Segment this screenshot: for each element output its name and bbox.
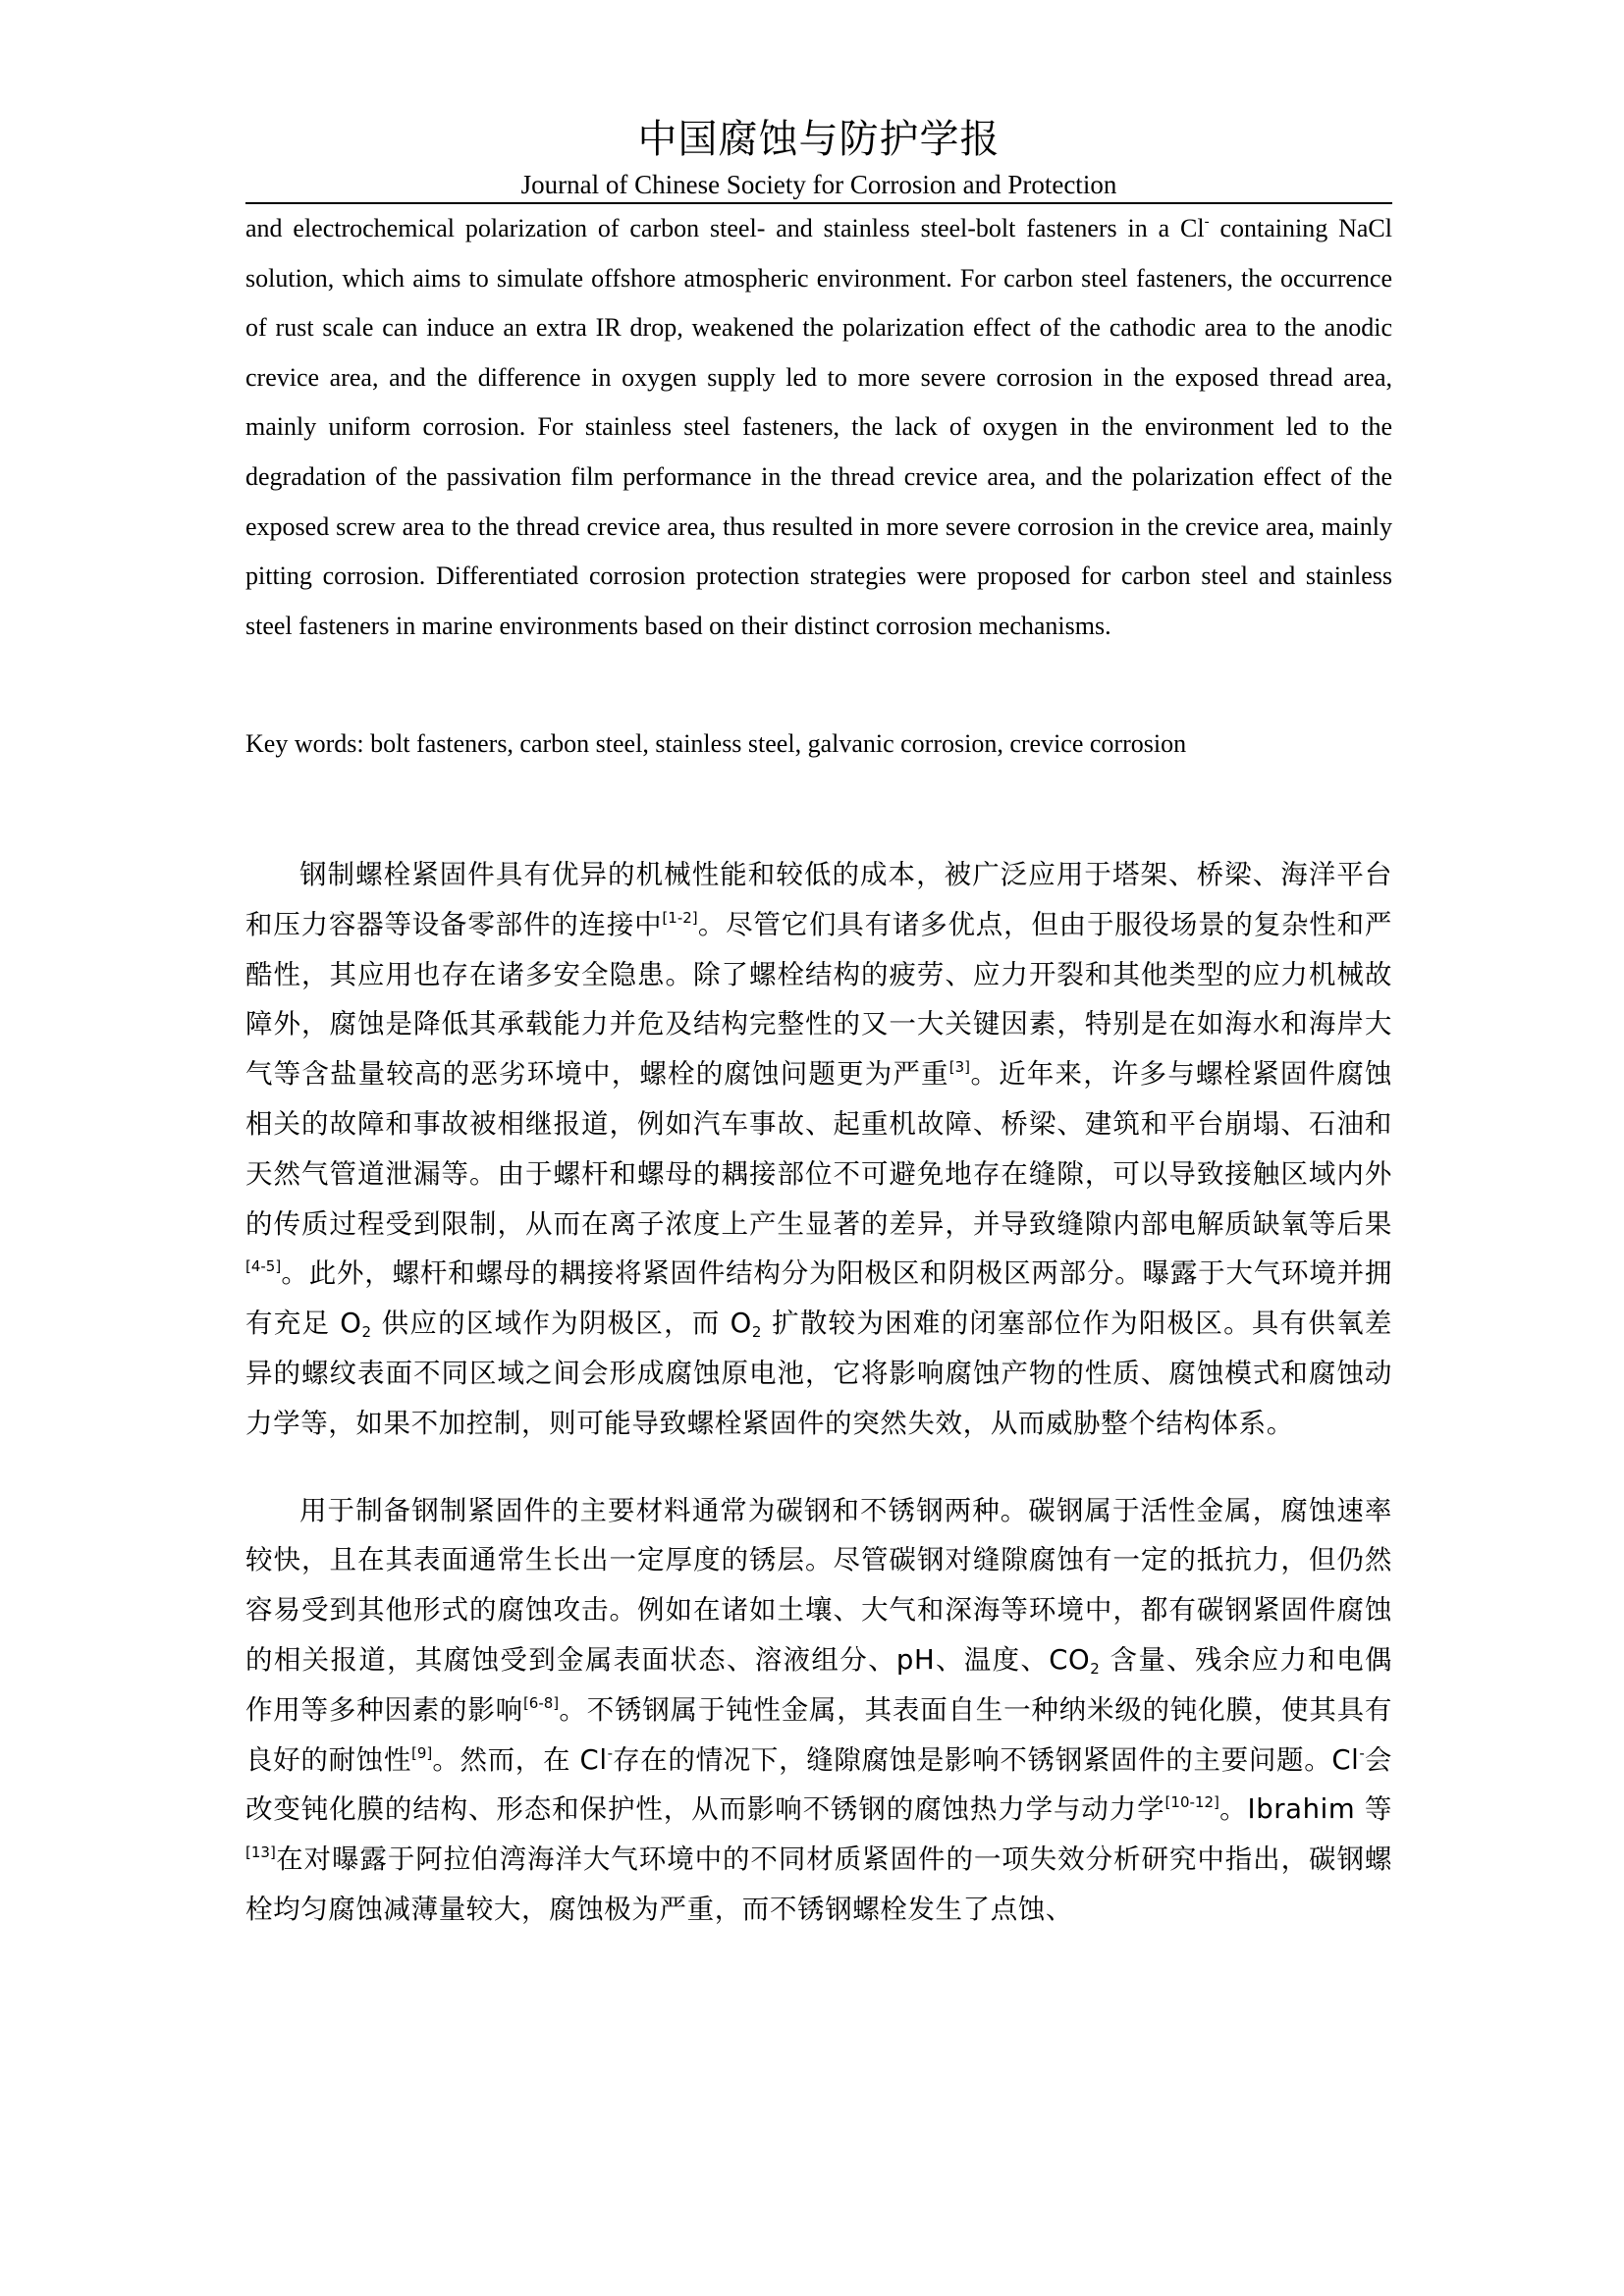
citation: [1-2]: [662, 908, 698, 927]
journal-title-en: Journal of Chinese Society for Corrosion and Protection: [520, 170, 1117, 199]
abstract-paragraph: and electrochemical polarization of carbon steel- and stainless steel-bolt fasteners in a Cl- containing NaCl solution, which aims to simulate offshore atmospheric environment. For carbon steel fasteners, the occurrence of rust scale can induce an extra IR drop, weakened the polarization effect of the cathodic area to the anodic crevice area, and the difference in oxygen supply led to more severe corrosion in the exposed thread area, mainly uniform corrosion. For stainless steel fasteners, the lack of oxygen in the environment led to the degradation of the passivation film performance in the thread crevice area, and the polarization effect of the exposed screw area to the thread crevice area, thus resulted in more severe corrosion in the crevice area, mainly pitting corrosion. Differentiated corrosion protection strategies were proposed for carbon steel and stainless steel fasteners in marine environments based on their distinct corrosion mechanisms.: [245, 214, 1392, 640]
abstract-text: [245, 204, 1392, 651]
journal-title-cn: 中国腐蚀与防护学报: [637, 117, 1001, 162]
citation: [6-8]: [522, 1693, 560, 1712]
citation: [3]: [948, 1058, 970, 1077]
citation: [4-5]: [245, 1257, 282, 1276]
keywords: Key words: bolt fasteners, carbon steel, stainless steel, galvanic corrosion, crevice corrosion: [245, 729, 1187, 758]
body-text: [245, 850, 1392, 1935]
intro-paragraph-1: 钢制螺栓紧固件具有优异的机械性能和较低的成本，被广泛应用于塔架、桥梁、海洋平台和压力容器等设备零部件的连接中[1-2]。尽管它们具有诸多优点，但由于服役场景的复杂性和严酷性，其应用也存在诸多安全隐患。除了螺栓结构的疲劳、应力开裂和其他类型的应力机械故障外，腐蚀是降低其承载能力并危及结构完整性的又一大关键因素，特别是在如海水和海岸大气等含盐量较高的恶劣环境中，螺栓的腐蚀问题更为严重[3]。近年来，许多与螺栓紧固件腐蚀相关的故障和事故被相继报道，例如汽车事故、起重机故障、桥梁、建筑和平台崩塌、石油和天然气管道泄漏等。由于螺杆和螺母的耦接部位不可避免地存在缝隙，可以导致接触区域内外的传质过程受到限制，从而在离子浓度上产生显著的差异，并导致缝隙内部电解质缺氧等后果[4-5]。此外，螺杆和螺母的耦接将紧固件结构分为阳极区和阴极区两部分。曝露于大气环境并拥有充足 $O_2$ 供应的区域作为阴极区，而 $O_2$ 扩散较为困难的闭塞部位作为阳极区。具有供氧差异的螺纹表面不同区域之间会形成腐蚀原电池，它将影响腐蚀产物的性质、腐蚀模式和腐蚀动力学等，如果不加控制，则可能导致螺栓紧固件的突然失效，从而威胁整个结构体系。: [245, 859, 1393, 1439]
intro-paragraph-2: 用于制备钢制紧固件的主要材料通常为碳钢和不锈钢两种。碳钢属于活性金属，腐蚀速率较快，且在其表面通常生长出一定厚度的锈层。尽管碳钢对缝隙腐蚀有一定的抵抗力，但仍然容易受到其他形式的腐蚀攻击。例如在诸如土壤、大气和深海等环境中，都有碳钢紧固件腐蚀的相关报道，其腐蚀受到金属表面状态、溶液组分、pH、温度、$CO_2$ 含量、残余应力和电偶作用等多种因素的影响[6-8]。不锈钢属于钝性金属，其表面自生一种纳米级的钝化膜，使其具有良好的耐蚀性[9]。然而，在 Cl-存在的情况下，缝隙腐蚀是影响不锈钢紧固件的主要问题。Cl-会改变钝化膜的结构、形态和保护性，从而影响不锈钢的腐蚀热力学与动力学[10-12]。Ibrahim 等[13]在对曝露于阿拉伯湾海洋大气环境中的不同材质紧固件的一项失效分析研究中指出，碳钢螺栓均匀腐蚀减薄量较大，腐蚀极为严重，而不锈钢螺栓发生了点蚀、: [245, 1494, 1393, 1925]
citation: [10-12]: [1164, 1793, 1219, 1812]
citation: [9]: [411, 1743, 433, 1762]
running-header: [245, 116, 1392, 200]
citation: [13]: [245, 1843, 276, 1862]
